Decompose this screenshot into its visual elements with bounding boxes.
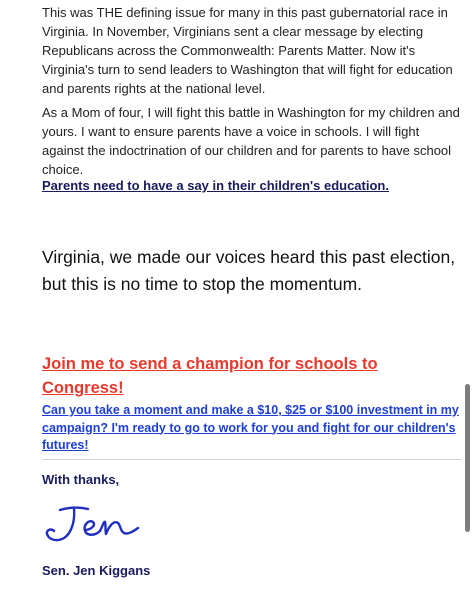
divider [42,459,462,460]
champion-headline-link[interactable]: Join me to send a champion for schools to Congress! [42,355,378,397]
scrollbar-thumb[interactable] [465,384,470,532]
donation-ask-link[interactable]: Can you take a moment and make a $10, $25 or $100 investment in my campaign? I'm ready to go to work for you and fight for our children's futures! [42,403,459,452]
parents-say-link[interactable]: Parents need to have a say in their children's education. [42,178,389,193]
momentum-text: Virginia, we made our voices heard this past election, but this is no time to stop the momentum. [42,247,456,294]
paragraph-2: As a Mom of four, I will fight this battle in Washington for my children and yours. I want to ensure parents have a voice in schools. I will fight against the indoctrination of our children and for parents to have school choice. [42,105,460,177]
signer-name: Sen. Jen Kiggans [42,563,151,578]
closing-text: With thanks, [42,472,120,487]
paragraph-1: This was THE defining issue for many in this past gubernatorial race in Virginia. In November, Virginians sent a clear message by electing Republicans across the Commonwealth: Parents Matter. Now it's Virginia's turn to send leaders to Washington that will fight for education and parents rights at the national level. [42,5,453,96]
signature-icon [42,500,152,548]
